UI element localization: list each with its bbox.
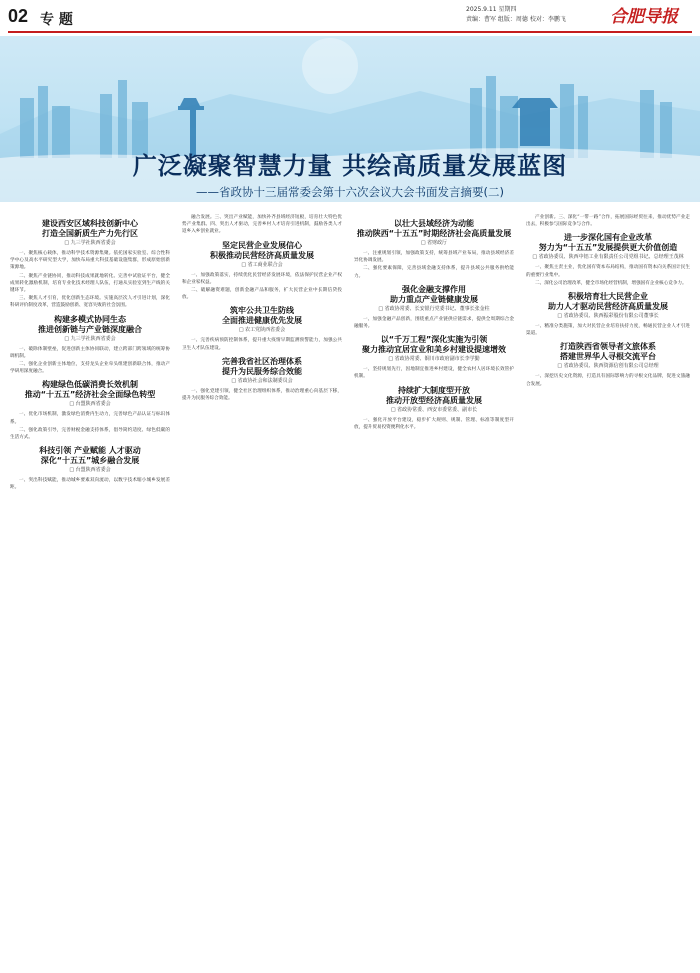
article-paragraph: 一、精准分类施策，加大对民营企业培育扶持力度，畅通民营企业人才引进渠道。: [526, 324, 690, 337]
article-title-line: 构建绿色低碳消费长效机制: [42, 380, 138, 390]
article-title: [10, 219, 170, 239]
article-paragraph: 一、突出科技赋能，推动城乡要素双向流动，以数字技术缩小城乡发展差距。: [10, 478, 170, 491]
article-byline: □ 台盟陕西省委会: [10, 401, 170, 408]
article-paragraph: 一、加强政策落实，持续优化民营经济发展环境，依法保护民营企业产权和企业家权益。: [182, 272, 342, 285]
article-paragraph: 二、强化要素保障，完善县域金融支持体系，提升县域公共服务供给能力。: [354, 266, 514, 279]
article-paragraph: 一、坚持规划先行，因地制宜推进乡村建设，健全农村人居环境长效管护机制。: [354, 367, 514, 380]
article-title: [354, 219, 514, 239]
article-title-line: 进一步深化国有企业改革: [564, 233, 652, 243]
article-paragraph: 一、破除体制壁垒，促进创新主体协同联动，建立跨部门跨领域的统筹协调机制。: [10, 346, 170, 359]
article-column-2: [182, 214, 342, 967]
article-title-line: 推进创新链与产业链深度融合: [38, 324, 142, 334]
newspaper-masthead: 合肥导报: [610, 7, 678, 27]
article-title-line: 以“千万工程”深化实施为引领: [380, 335, 488, 345]
article-column-1: [10, 214, 170, 967]
article-title-line: 努力为“十五五”发展提供更大价值创造: [538, 243, 678, 253]
article-paragraph: 一、聚焦核心载体，推动科学技术资源集聚。依托国家实验室、综合性科学中心及高水平研究型大学，加快布局重大科技基础设施集群，形成原始创新策源地。: [10, 251, 170, 271]
article-title-line: 坚定民营企业发展信心: [222, 240, 302, 250]
article-title-line: 完善我省社区治理体系: [222, 356, 302, 366]
article-title-line: 积极推动民营经济高质量发展: [210, 250, 314, 260]
date-line: 2025.9.11 星期四: [466, 6, 517, 13]
article-byline: □ 省政协委员、陕西中铝工业有限责任公司党组书记、总经理王茂林: [526, 254, 690, 261]
article-title-line: 推动陕西“十五五”时期经济社会高质量发展: [356, 229, 512, 238]
header-rule: [8, 31, 692, 33]
article-title: [526, 292, 690, 312]
banner: [0, 36, 700, 202]
article-title: [354, 335, 514, 355]
article-title: [354, 386, 514, 406]
article-byline: □ 省政协常委、长安银行党委书记、董事长张金柱: [354, 306, 514, 313]
article-title-line: 打造陕西省领导者文旅体系: [560, 342, 656, 352]
article-column-3: [354, 214, 514, 967]
article-title-line: 助力重点产业链健康发展: [390, 294, 478, 304]
article-paragraph: 融合发展。三、突出产业赋能，加快补齐县域经济短板，培育壮大特色优势产业集群。四、突出人才驱动，完善乡村人才培育引进机制，鼓励各类人才返乡入乡创业就业。: [182, 215, 342, 235]
article-byline: □ 省工商业联合会: [182, 262, 342, 269]
page-number: 02: [8, 6, 29, 26]
article-title-line: 提升为民服务综合效能: [222, 366, 302, 376]
article-title: [182, 357, 342, 377]
article-title-line: 筑牢公共卫生防线: [230, 306, 294, 316]
article-title-line: 推动开放型经济高质量发展: [386, 395, 482, 405]
article-byline: □ 农工党陕西省委会: [182, 327, 342, 334]
article-title: [10, 380, 170, 400]
article-title-line: 打造全国新质生产力先行区: [42, 229, 138, 238]
article-paragraph: 一、聚焦主责主业，优化国有资本布局结构，推动国有资本向关系国计民生的重要行业集中。: [526, 265, 690, 278]
article-column-4: [526, 214, 690, 967]
article-paragraph: 一、优化市场机制，激发绿色消费内生动力，完善绿色产品认证与标识体系。: [10, 412, 170, 425]
article-title: [526, 342, 690, 362]
article-title: [10, 315, 170, 335]
article-paragraph: 二、聚焦产业链协同，推动科技成果就地转化。完善中试验证平台，健全成果转化激励机制，培育专业化技术经理人队伍，打通从实验室到生产线的关键环节。: [10, 273, 170, 294]
article-byline: □ 台盟陕西省委会: [10, 467, 170, 474]
article-paragraph: 二、深化公司治理改革，健全市场化经营机制，增强国有企业核心竞争力。: [535, 280, 687, 286]
article-byline: □ 省政协常委、西安市委常委、副市长: [354, 407, 514, 414]
article-paragraph: 产业创新。三、深化“一带一路”合作，拓展国际经贸往来，推动优势产业走出去，积极参与国际竞争与合作。: [526, 215, 690, 228]
article-title: [10, 446, 170, 466]
article-title: [182, 306, 342, 326]
article-title-line: 积极培育壮大民营企业: [568, 292, 648, 302]
page-header: [0, 0, 700, 34]
section-label: 专 题: [40, 12, 73, 28]
article-paragraph: 一、加强金融产品创新，围绕重点产业链供应链需求，提供全周期综合金融服务。: [354, 316, 514, 330]
article-title-line: 强化金融支撑作用: [402, 284, 466, 294]
article-byline: □ 省财政厅: [354, 240, 514, 247]
article-byline: □ 省政协委员、陕西振彩股份有限公司董事长: [526, 313, 690, 320]
article-paragraph: 二、强化企业创新主体地位，支持龙头企业牵头组建创新联合体，推动产学研用深度融合。: [10, 362, 170, 375]
article-paragraph: 一、强化党建引领，健全社区治理组织体系，推动治理重心向基层下移，提升为民服务综合效能。: [182, 388, 342, 402]
article-title-line: 聚力推动宜居宜业和美乡村建设提速增效: [362, 345, 506, 355]
staff-line: 责编：曹军 组版：周德 校对：李鹏飞: [466, 16, 566, 23]
article-title-line: 构建多模式协同生态: [54, 314, 126, 324]
article-title-line: 以壮大县域经济为动能: [394, 219, 474, 228]
article-title: [526, 233, 690, 253]
article-paragraph: 二、破解融资难题，创新金融产品和服务，扩大民营企业中长期信贷投放。: [182, 288, 342, 301]
article-paragraph: 二、强化政策引导，完善财税金融支持体系，倡导简约适度、绿色低碳的生活方式。: [10, 427, 170, 441]
article-title: [182, 241, 342, 261]
article-paragraph: 一、强化开放平台建设，稳步扩大规则、规制、管理、标准等制度型开放，提升贸易投资便利化水平。: [354, 417, 514, 430]
article-paragraph: 一、完善疾病预防控制体系，提升重大疫情早期监测预警能力，加强公共卫生人才队伍建设。: [182, 338, 342, 351]
article-paragraph: 三、聚焦人才引育，优化创新生态环境。实施高层次人才引进计划，深化科研评价制度改革，营造鼓励创新、宽容失败的社会氛围。: [10, 296, 170, 309]
article-title-line: 推动“十五五”经济社会全面绿色转型: [24, 390, 156, 400]
article-title-line: 助力人才驱动民营经济高质量发展: [548, 302, 668, 312]
banner-subhead: ——省政协十三届常委会第十六次会议大会书面发言摘要(二): [196, 185, 504, 199]
article-title: [354, 285, 514, 305]
article-title-line: 科技引领 产业赋能 人才驱动: [39, 446, 141, 456]
article-title-line: 深化“十五五”城乡融合发展: [40, 456, 140, 466]
article-byline: □ 九三学社陕西省委会: [10, 336, 170, 343]
article-title-line: 持续扩大制度型开放: [398, 385, 470, 395]
article-title-line: 建设西安区域科技创新中心: [42, 219, 138, 228]
article-byline: □ 省政协委员、陕西资源信创有限公司总经理: [526, 363, 690, 370]
article-paragraph: 一、深挖历史文化资源，打造具有国际影响力的寻根文化品牌，促进文旅融合发展。: [526, 374, 690, 387]
article-title-line: 全面推进健康优先发展: [222, 316, 302, 326]
article-byline: □ 九三学社陕西省委会: [10, 240, 170, 247]
banner-headline: 广泛凝聚智慧力量 共绘高质量发展蓝图: [132, 152, 568, 180]
article-byline: □ 省政协常委、铜川市政府副市长李学勤: [354, 356, 514, 363]
article-paragraph: 一、注重规划引领，加强政策支持，统筹县域产业布局，推动县域经济差异化协调发展。: [354, 251, 514, 264]
article-byline: □ 省政协社会和法制委员会: [182, 378, 342, 385]
article-title-line: 搭建世界华人寻根交流平台: [560, 352, 656, 362]
